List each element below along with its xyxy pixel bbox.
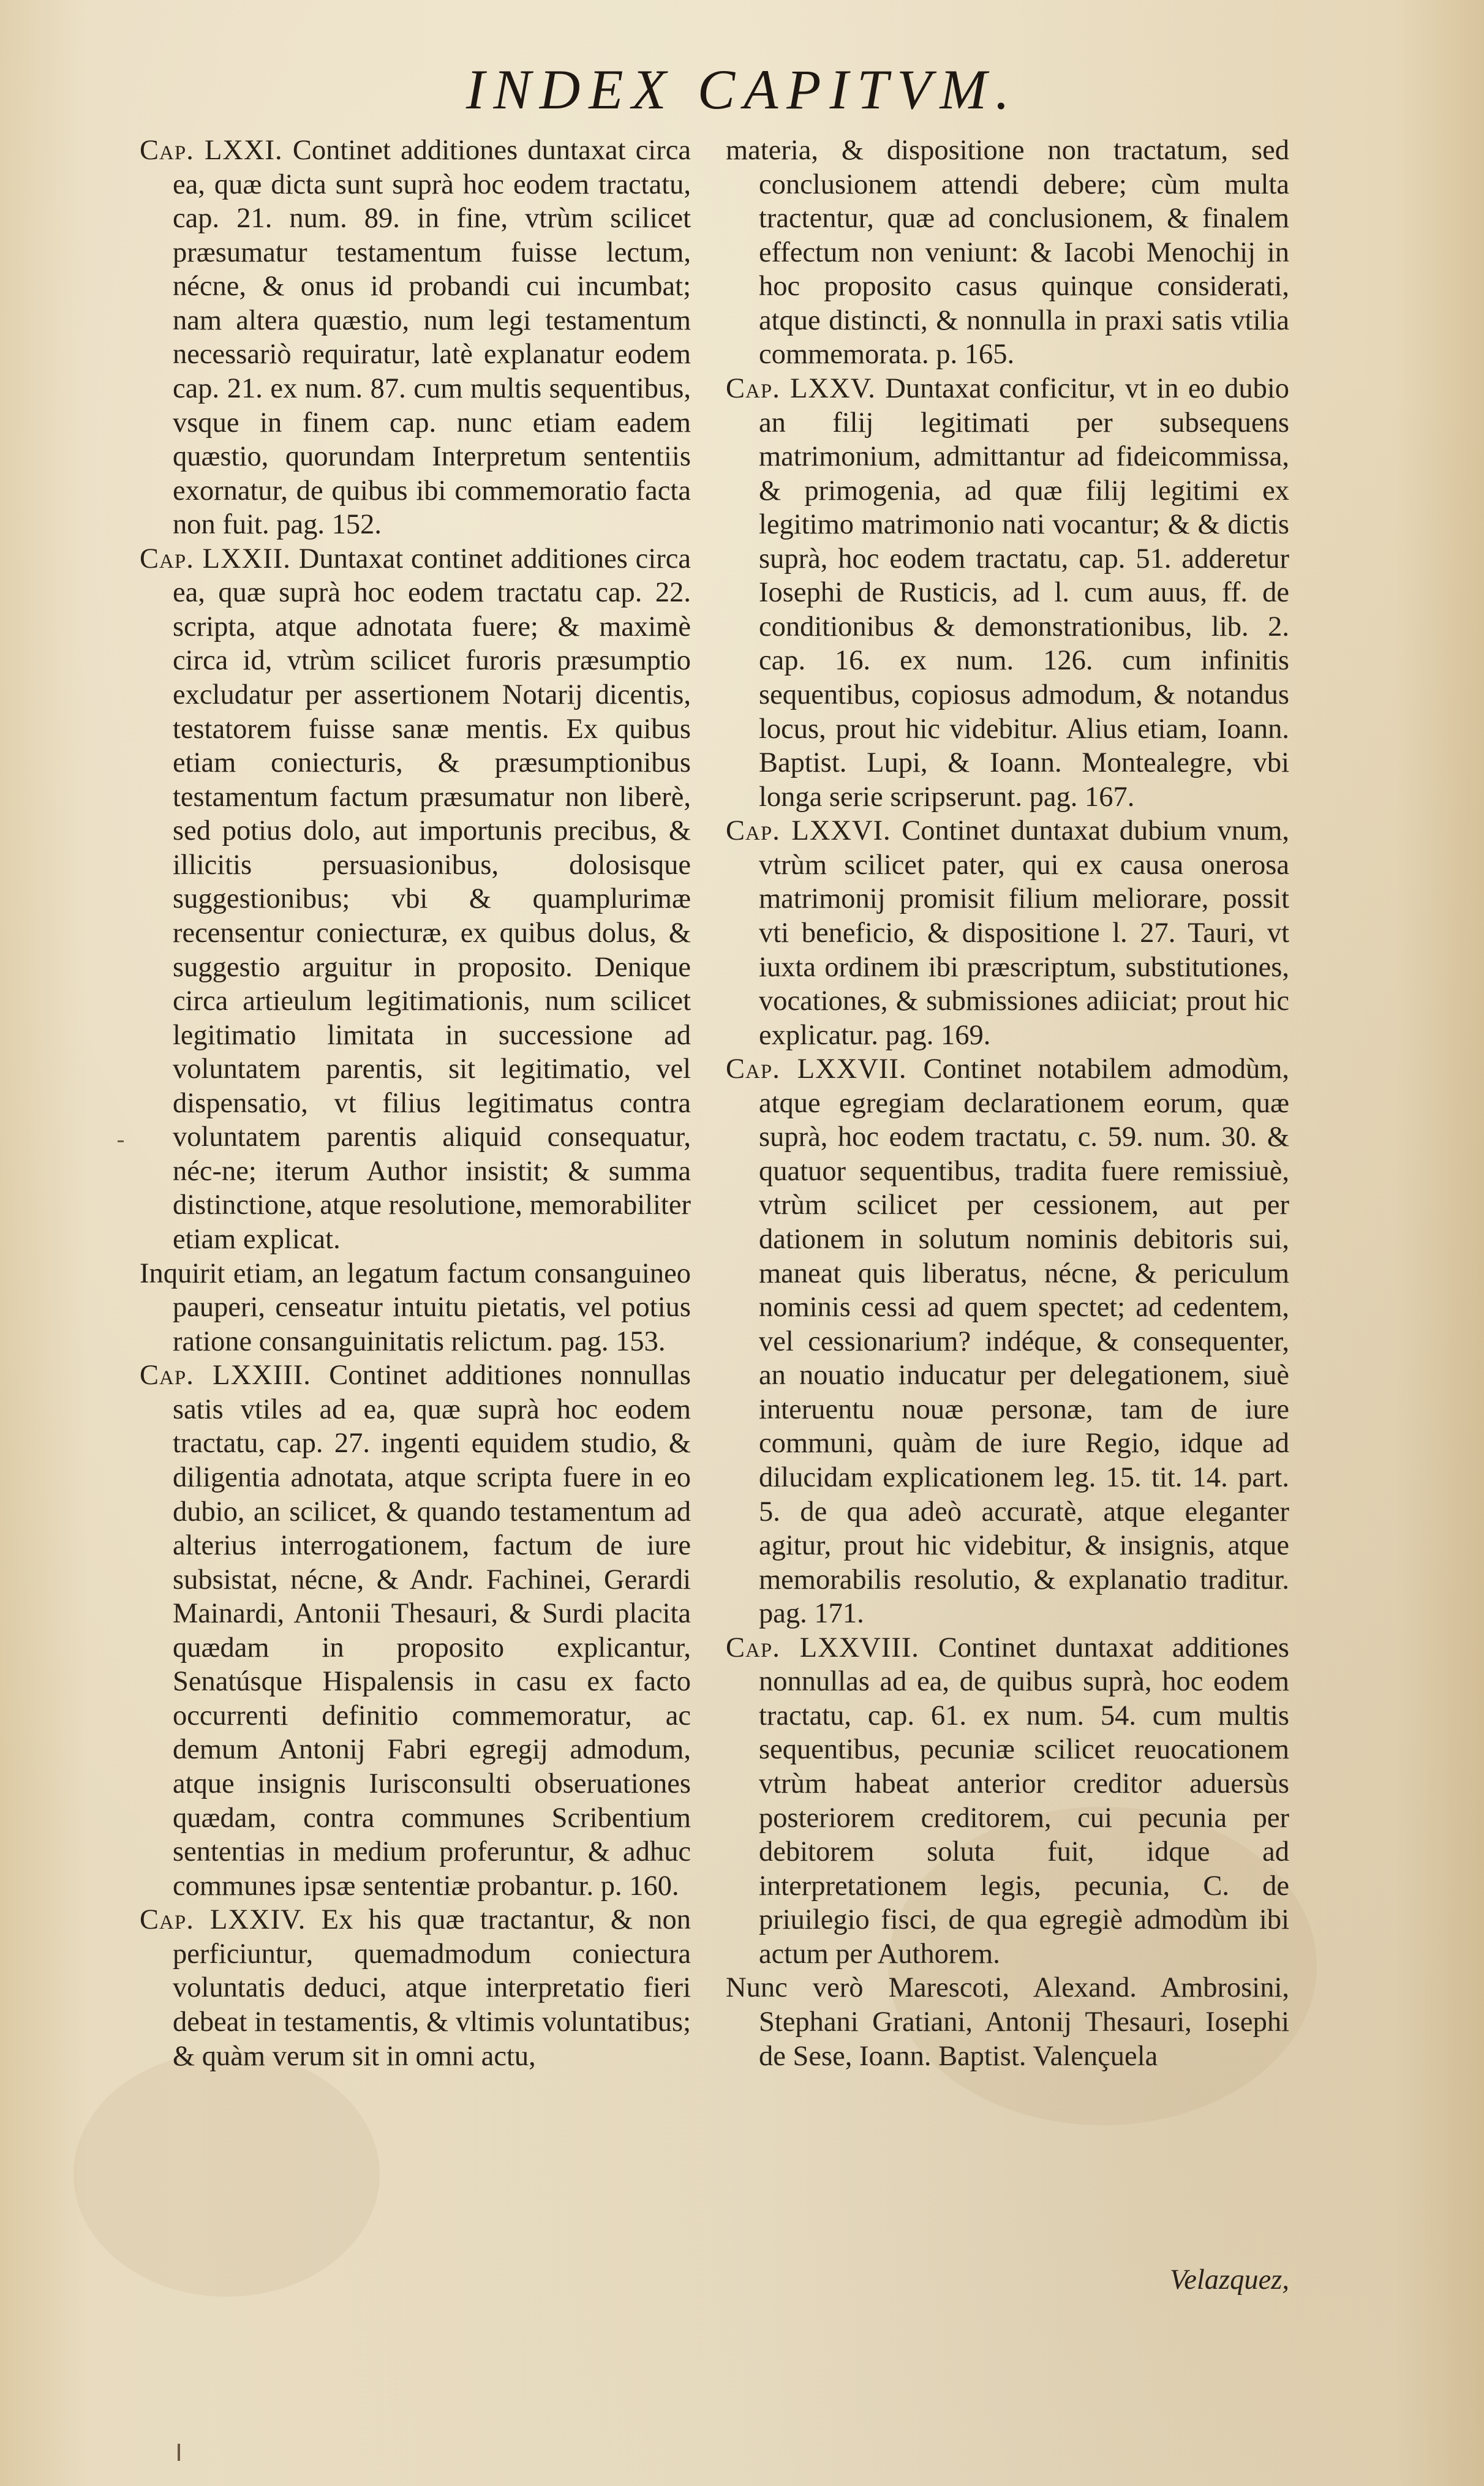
page-reference: pag. 152. bbox=[276, 509, 382, 541]
page-reference: p. 160. bbox=[600, 1870, 679, 1902]
entry-text: Continet additiones duntaxat circa ea, quæ dicta sunt suprà hoc eodem tractatu, cap. 21. num. 89. in fine, vtrùm scilicet præsumatur testamentum fuisse lectum, nécne, & onus id probandi cui incumbat; nam altera quæstio, num legi testamentum necessariò requiratur, latè explanatur eodem cap. 21. ex num. 87. cum multis sequentibus, vsque in finem cap. nunc etiam eadem quæstio, quorundam Interpretum sententiis exornatur, de quibus ibi commemoratio facta non fuit. bbox=[173, 135, 691, 541]
left-column bbox=[140, 134, 691, 2073]
page-reference: pag. 167. bbox=[1029, 781, 1135, 813]
index-entry-lxxviii bbox=[726, 1631, 1289, 1972]
chapter-number: Cap. LXXV. bbox=[726, 372, 876, 404]
page-reference: pag. 171. bbox=[759, 1598, 864, 1630]
entry-text: materia, & dispositione non tractatum, sed conclusionem attendi debere; cùm multa tractentur, quæ ad conclusionem, & finalem effectum non veniunt: & Iacobi Menochij in hoc proposito casus quinque considerati, atque distincti, & nonnulla in praxi satis vtilia commemorata. bbox=[726, 135, 1289, 371]
margin-mark bbox=[178, 2444, 180, 2461]
index-entry-lxxvii bbox=[726, 1052, 1289, 1631]
page-reference: pag. 153. bbox=[560, 1325, 666, 1357]
page-title: INDEX CAPITVM. bbox=[465, 58, 1019, 121]
chapter-number: Cap. LXXVI. bbox=[726, 815, 891, 847]
chapter-number: Cap. LXXIII. bbox=[140, 1360, 311, 1392]
entry-text: Continet notabilem admodùm, atque egregiam declarationem eorum, quæ suprà, hoc eodem tractatu, c. 59. num. 30. & quatuor sequentibus, tradita fuere remissiuè, vtrùm scilicet per cessionem, aut per dationem in solutum nominis debitoris sui, maneat quis liberatus, nécne, & periculum nominis cessi ad quem spectet; ad cedentem, vel cessionarium? indéque, & consequenter, an nouatio inducatur per delegationem, siuè interuentu nouæ personæ, tam de iure communi, quàm de iure Regio, idque ad dilucidam explicationem leg. 15. tit. 14. part. 5. de qua adeò accuratè, atque eleganter agitur, prout hic videbitur, & insignis, atque memorabilis resolutio, & explanatio traditur. bbox=[759, 1053, 1290, 1595]
paper-stain bbox=[73, 2052, 380, 2297]
entry-text: Continet duntaxat dubium vnum, vtrùm scilicet pater, qui ex causa onerosa matrimonij promisit filium meliorare, possit vti beneficio, & dispositione l. 27. Tauri, vt iuxta ordinem ibi præscriptum, substitutiones, vocationes, & submissiones adiiciat; prout hic explicatur. bbox=[759, 815, 1289, 1051]
entry-text: Continet duntaxat additiones nonnullas ad ea, de quibus suprà, hoc eodem tractatu, cap. 61. ex num. 54. cum multis sequentibus, pecuniæ scilicet reuocationem vtrùm habeat anterior creditor aduersùs posteriorem creditorem, cui pecunia per debitorem soluta fuit, idque ad interpretationem legis, pecunia, C. de priuilegio fisci, de qua egregiè admodùm ibi actum per Authorem. bbox=[759, 1632, 1289, 1970]
chapter-number: Cap. LXXIV. bbox=[140, 1904, 306, 1936]
chapter-number: Cap. LXXVIII. bbox=[726, 1632, 919, 1663]
chapter-number: Cap. LXXII. bbox=[140, 543, 291, 574]
chapter-number: Cap. LXXI. bbox=[140, 135, 283, 166]
right-column bbox=[726, 134, 1289, 2073]
index-entry-lxxvi bbox=[726, 814, 1289, 1052]
page-reference: pag. 169. bbox=[885, 1019, 991, 1051]
entry-text: Ex his quæ tractantur, & non perficiuntur, quemadmodum coniectura voluntatis deduci, atque interpretatio fieri debeat in testamentis, & vltimis voluntatibus; & quàm verum sit in omni actu, bbox=[173, 1904, 691, 2072]
index-entry-lxxii-cont bbox=[140, 1257, 691, 1359]
catchword: Velazquez, bbox=[1169, 2264, 1289, 2296]
index-entry-lxxii bbox=[140, 542, 691, 1257]
index-entry-lxxv bbox=[726, 372, 1289, 814]
page-reference: p. 165. bbox=[936, 339, 1015, 371]
chapter-number: Cap. LXXVII. bbox=[726, 1053, 907, 1085]
index-entry-lxxiv bbox=[140, 1903, 691, 2073]
entry-text: Inquirit etiam, an legatum factum consanguineo pauperi, censeatur intuitu pietatis, vel potius ratione consanguinitatis relictum. bbox=[140, 1257, 691, 1357]
entry-text: Nunc verò Marescoti, Alexand. Ambrosini, Stephani Gratiani, Antonij Thesauri, Iosephi de Sese, Ioann. Baptist. Valençuela bbox=[726, 1972, 1289, 2072]
index-entry-final-note bbox=[726, 1971, 1289, 2073]
index-entry-lxxiii bbox=[140, 1358, 691, 1903]
entry-text: Continet additiones nonnullas satis vtiles ad ea, quæ suprà hoc eodem tractatu, cap. 27. ingenti equidem studio, & diligentia adnotata, atque scripta fuere in eo dubio, an scilicet, & quando testamentum ad alterius interrogationem, factum de iure subsistat, nécne, & Andr. Fachinei, Gerardi Mainardi, Antonii Thesauri, & Surdi placita quædam in proposito explicantur, Senatúsque Hispalensis in casu ex facto occurrenti definitio commemoratur, ac demum Antonij Fabri egregij admodum, atque insignis Iurisconsulti obseruationes quædam, contra communes Scribentium sententias in medium proferuntur, & adhuc communes ipsæ sententiæ probantur. bbox=[173, 1360, 691, 1902]
entry-text: Duntaxat continet additiones circa ea, quæ suprà hoc eodem tractatu cap. 22. scripta, atque adnotata fuere; & maximè circa id, vtrùm scilicet furoris præsumptio excludatur per assertionem Notarij dicentis, testatorem fuisse sanæ mentis. Ex quibus etiam coniecturis, & præsumptionibus testamentum factum præsumatur non liberè, sed potius dolo, aut importunis precibus, & illicitis persuasionibus, dolosisque suggestionibus; vbi & quamplurimæ recensentur coniecturæ, ex quibus dolus, & suggestio arguitur in proposito. Denique circa artieulum legitimationis, num scilicet legitimatio limitata in successione ad voluntatem parentis, sit legitimatio, vel dispensatio, vt filius legitimatus contra voluntatem parentis aliquid consequatur, néc-ne; iterum Author insistit; & summa distinctione, atque resolutione, memorabiliter etiam explicat. bbox=[173, 543, 691, 1255]
index-entry-lxxi bbox=[140, 134, 691, 542]
margin-mark bbox=[118, 1140, 124, 1142]
entry-text: Duntaxat conficitur, vt in eo dubio an filij legitimati per subsequens matrimonium, admittantur ad fideicommissa, & primogenia, ad quæ filij legitimi ex legitimo matrimonio nati vocantur; & & dictis suprà, hoc eodem tractatu, cap. 51. adderetur Iosephi de Rusticis, ad l. cum auus, ff. de conditionibus & demonstrationibus, lib. 2. cap. 16. ex num. 126. cum infinitis sequentibus, copiosus admodum, & notandus locus, prout hic videbitur. Alius etiam, Ioann. Baptist. Lupi, & Ioann. Montealegre, vbi longa serie scripserunt. bbox=[759, 372, 1289, 813]
index-entry-lxxiv-cont bbox=[726, 134, 1289, 372]
